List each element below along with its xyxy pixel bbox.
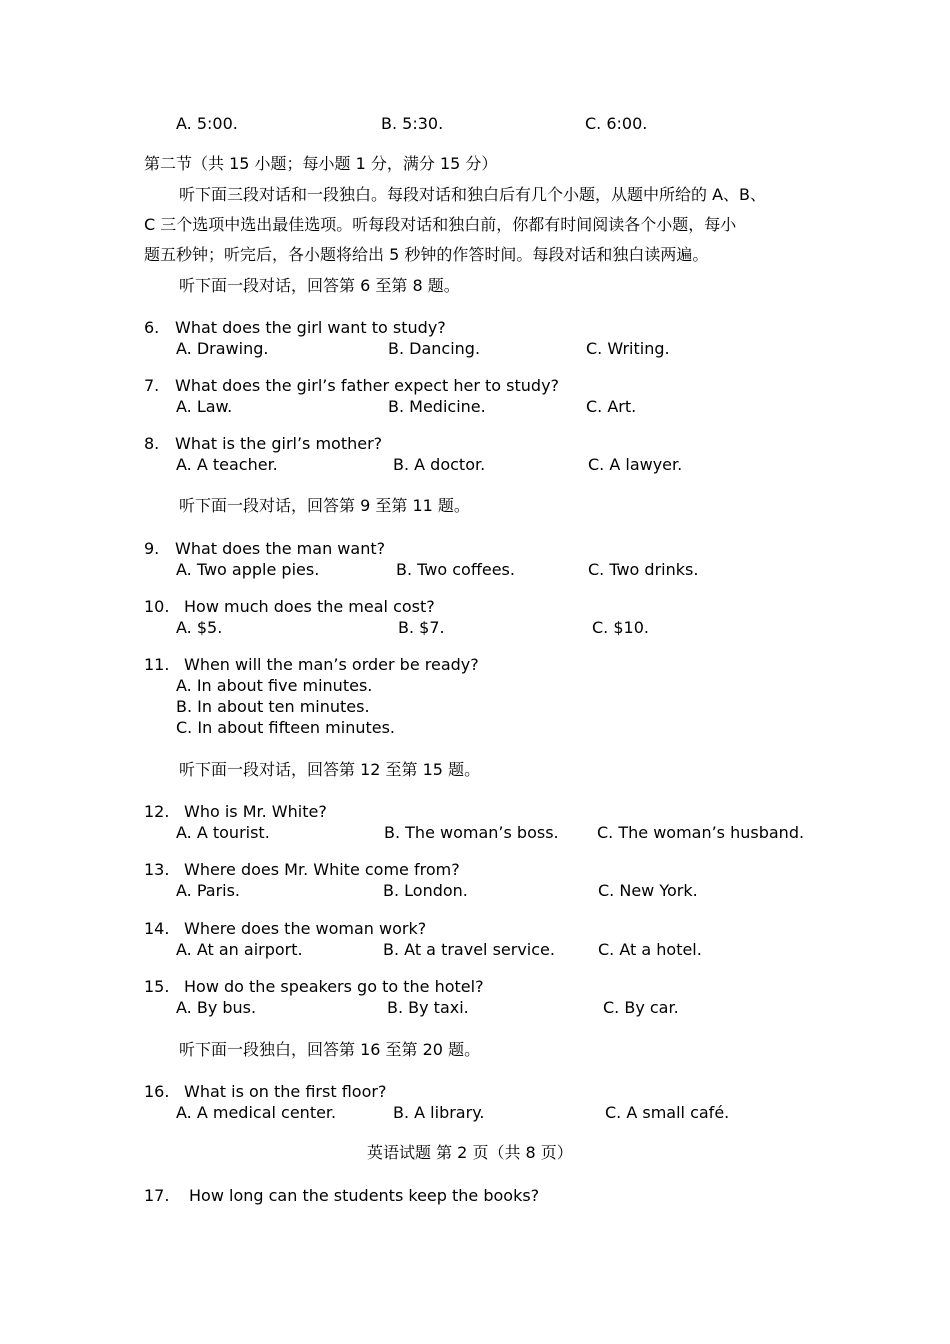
directions-16-20: 听下面一段独白，回答第 16 至第 20 题。 (179, 1040, 481, 1059)
option-b: B. A library. (393, 1103, 485, 1122)
option-a: A. 5:00. (176, 114, 238, 133)
option-b: B. Dancing. (388, 339, 481, 358)
option-a: A. Paris. (176, 881, 241, 900)
question-text: Where does Mr. White come from? (184, 860, 460, 879)
option-c: C. $10. (592, 618, 649, 637)
option-a: A. $5. (176, 618, 223, 637)
option-c: C. A small café. (605, 1103, 730, 1122)
option-c: C. At a hotel. (598, 940, 702, 959)
question-text: What does the girl’s father expect her to study? (175, 376, 560, 395)
option-c: C. By car. (603, 998, 679, 1017)
option-a: A. At an airport. (176, 940, 303, 959)
option-b: B. In about ten minutes. (176, 697, 370, 716)
option-a: A. A medical center. (176, 1103, 337, 1122)
question-text: How do the speakers go to the hotel? (184, 977, 484, 996)
page-footer: 英语试题 第 2 页（共 8 页） (367, 1143, 573, 1162)
question-number: 16. (144, 1082, 170, 1101)
question-text: What is the girl’s mother? (175, 434, 383, 453)
question-number: 13. (144, 860, 170, 879)
option-b: B. $7. (398, 618, 445, 637)
option-a: A. A tourist. (176, 823, 270, 842)
question-number: 8. (144, 434, 160, 453)
question-number: 14. (144, 919, 170, 938)
question-number: 11. (144, 655, 170, 674)
option-b: B. By taxi. (387, 998, 469, 1017)
option-a: A. Two apple pies. (176, 560, 320, 579)
question-number: 15. (144, 977, 170, 996)
option-c: C. 6:00. (585, 114, 648, 133)
option-b: B. London. (383, 881, 468, 900)
option-a: A. A teacher. (176, 455, 278, 474)
option-c: C. New York. (598, 881, 698, 900)
question-text: How long can the students keep the books? (189, 1186, 540, 1205)
option-b: B. Medicine. (388, 397, 486, 416)
option-b: B. At a travel service. (383, 940, 555, 959)
directions-12-15: 听下面一段对话，回答第 12 至第 15 题。 (179, 760, 481, 779)
question-number: 9. (144, 539, 160, 558)
instructions-line: 题五秒钟；听完后，各小题将给出 5 秒钟的作答时间。每段对话和独白读两遍。 (144, 245, 709, 264)
option-c: C. In about fifteen minutes. (176, 718, 396, 737)
question-number: 10. (144, 597, 170, 616)
option-c: C. A lawyer. (588, 455, 683, 474)
instructions-line: 听下面三段对话和一段独白。每段对话和独白后有几个小题，从题中所给的 A、B、 (179, 185, 767, 204)
question-text: What does the man want? (175, 539, 386, 558)
option-c: C. Writing. (586, 339, 670, 358)
directions-6-8: 听下面一段对话，回答第 6 至第 8 题。 (179, 276, 460, 295)
option-b: B. The woman’s boss. (384, 823, 559, 842)
directions-9-11: 听下面一段对话，回答第 9 至第 11 题。 (179, 496, 470, 515)
option-b: B. 5:30. (381, 114, 444, 133)
section-instructions (144, 180, 824, 270)
instructions-line: C 三个选项中选出最佳选项。听每段对话和独白前，你都有时间阅读各个小题，每小 (144, 215, 737, 234)
option-c: C. Two drinks. (588, 560, 699, 579)
question-text: What is on the first floor? (184, 1082, 387, 1101)
option-a: A. Drawing. (176, 339, 269, 358)
question-text: What does the girl want to study? (175, 318, 446, 337)
question-text: Where does the woman work? (184, 919, 427, 938)
option-a: A. By bus. (176, 998, 257, 1017)
option-a: A. In about five minutes. (176, 676, 373, 695)
question-text: When will the man’s order be ready? (184, 655, 479, 674)
question-number: 7. (144, 376, 160, 395)
question-text: Who is Mr. White? (184, 802, 327, 821)
question-number: 17. (144, 1186, 170, 1205)
question-number: 6. (144, 318, 160, 337)
option-a: A. Law. (176, 397, 233, 416)
section-heading: 第二节（共 15 小题；每小题 1 分，满分 15 分） (144, 154, 498, 173)
question-number: 12. (144, 802, 170, 821)
option-b: B. Two coffees. (396, 560, 515, 579)
option-b: B. A doctor. (393, 455, 486, 474)
question-text: How much does the meal cost? (184, 597, 435, 616)
option-c: C. The woman’s husband. (597, 823, 805, 842)
option-c: C. Art. (586, 397, 637, 416)
